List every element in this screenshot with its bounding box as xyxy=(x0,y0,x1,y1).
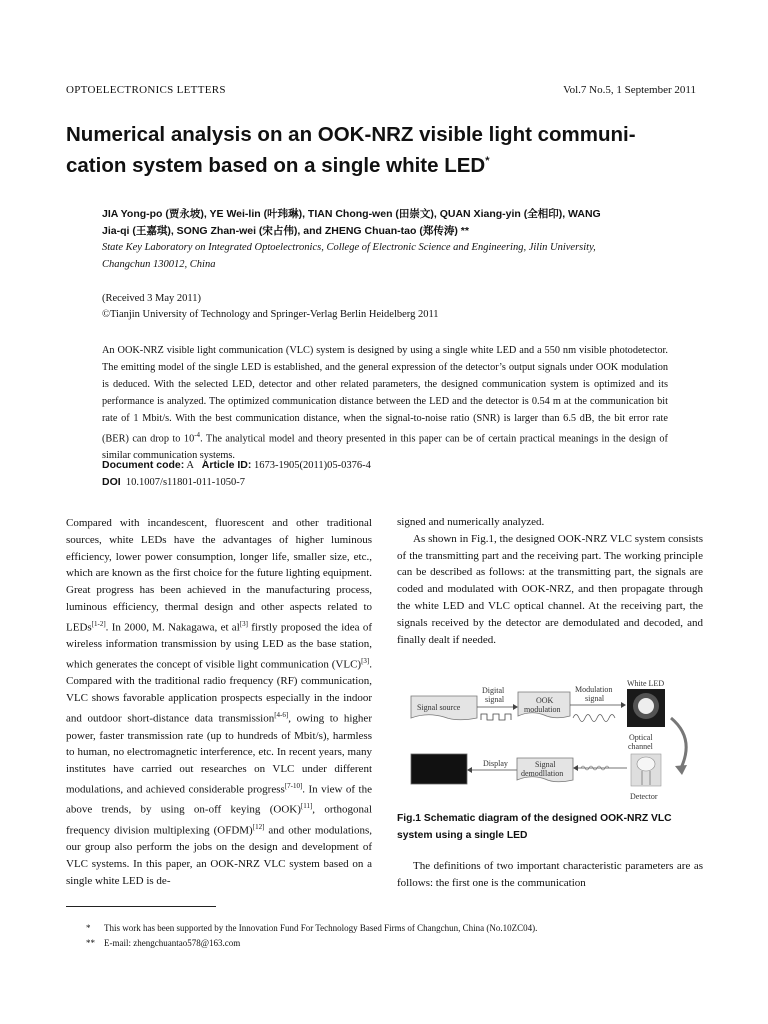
arrow-head xyxy=(513,704,518,710)
volume-info: Vol.7 No.5, 1 September 2011 xyxy=(563,84,696,96)
article-id-value: 1673-1905(2011)05-0376-4 xyxy=(254,460,371,471)
body-column-right xyxy=(397,514,703,648)
body-column-left xyxy=(66,515,372,890)
citation[interactable]: [4-6] xyxy=(274,711,289,720)
optical-channel-label-1: Optical xyxy=(629,733,653,742)
ook-modulation-label: modulation xyxy=(524,705,561,714)
definitions-text: The definitions of two important characteristic parameters are as follows: the first one is the communication xyxy=(397,860,703,889)
demod-label-1: Signal xyxy=(535,760,556,769)
doi-label: DOI xyxy=(102,476,121,488)
text-segment: and other modulations, our group also perform the jobs on the design and development of VLC systems. In this paper, an OOK-NRZ VLC system based on a single white LED is de- xyxy=(66,824,372,887)
text-segment: , orthogonal frequency division multiplexing (OFDM) xyxy=(66,804,372,837)
optical-channel-arrow xyxy=(671,718,686,768)
intro-paragraph xyxy=(66,515,372,890)
abstract-text: An OOK-NRZ visible light communication (VLC) system is designed by using a single white LED and a 550 nm visible photodetector. The emitting model of the single LED is established, and the general expression of the detector’s output signals under OOK modulation is deduced. With the selected LED, detector and other related parameters, the designed communication system is optimized and its performance is analyzed. The optimized communication distance between the LED and the detector is 0.54 m at the communication bit rate of 1 Mbit/s. With the best communication distance, when the signal-to-noise ratio (SNR) is larger than 6.5 dB, the bit error rate (BER) can drop to 10 xyxy=(102,345,668,445)
detector-label: Detector xyxy=(630,792,658,801)
footnote-text: This work has been supported by the Innovation Fund For Technology Based Firms of Changchun, China (No.10ZC04). xyxy=(104,923,538,933)
digital-signal-label-2: signal xyxy=(485,695,505,704)
received-date: (Received 3 May 2011) xyxy=(102,293,202,304)
text-segment: . In 2000, M. Nakagawa, et al xyxy=(105,621,240,634)
citation[interactable]: [3] xyxy=(361,657,370,666)
text-segment: Compared with incandescent, fluorescent and other traditional sources, white LEDs have the advantages of higher luminous efficiency, lower power consumption, longer life, smaller size, etc., which are known as the first choice for the future lighting equipment. Great progress has been achieved in the manufacturing process, luminous efficiency, thermal design and other aspects related to LEDs xyxy=(66,517,372,634)
arrow-head xyxy=(573,765,578,771)
arrow-head xyxy=(621,702,626,708)
definitions-paragraph xyxy=(397,858,703,892)
text-segment: . Compared with the traditional radio frequency (RF) communication, VLC shows favorable application prospects especially in the indoor and outdoor short-distance data transmission xyxy=(66,658,372,725)
abstract xyxy=(102,342,668,464)
document-code-label: Document code: xyxy=(102,459,185,471)
text-segment: . In view of the above trends, by using on-off keying (OOK) xyxy=(66,783,372,817)
square-wave-icon xyxy=(481,714,511,720)
display-label: Display xyxy=(483,759,508,768)
footnote-email xyxy=(86,937,240,949)
footnote-divider xyxy=(66,906,216,907)
title-footnote-mark: * xyxy=(485,155,490,167)
modulation-signal-label-2: signal xyxy=(585,694,605,703)
white-led-label: White LED xyxy=(627,679,665,688)
abstract-text-end: . The analytical model and theory presented in this paper can be of certain practical meanings in the design of similar communication systems. xyxy=(102,433,668,462)
affiliation-line-2: Changchun 130012, China xyxy=(102,259,216,270)
signal-source-label: Signal source xyxy=(417,703,461,712)
authors-line-2: Jia-qi (王嘉琪), SONG Zhan-wei (宋占伟), and ZHENG Chuan-tao (郑传涛) ** xyxy=(102,225,469,237)
footnote-mark: * xyxy=(86,923,91,933)
citation[interactable]: [3] xyxy=(239,619,248,628)
title-line-2: cation system based on a single white LED xyxy=(66,153,486,177)
system-description-paragraph: As shown in Fig.1, the designed OOK-NRZ VLC system consists of the transmitting part and the receiving part. The working principle can be described as follows: at the transmitting part, the signals are coded and modulated with OOK-NRZ, and then propagate through the white LED and VLC optical channel. At the receiving part, the signals received by the detector are demodulated and decoded, and finally dealt if needed. xyxy=(397,532,703,646)
text-segment: firstly proposed the idea of wireless information transmission by using LED as the base station, which generates the concept of visible light communication (VLC) xyxy=(66,621,372,671)
affiliation xyxy=(102,239,682,273)
arrow-head xyxy=(675,765,687,775)
ook-label: OOK xyxy=(536,696,554,705)
arrow-head xyxy=(467,767,472,773)
figure-caption xyxy=(397,810,703,844)
display-screen xyxy=(411,754,467,784)
author-list xyxy=(102,206,682,240)
optical-channel-label-2: channel xyxy=(628,742,653,751)
footnote-mark: ** xyxy=(86,938,95,948)
journal-name: OPTOELECTRONICS LETTERS xyxy=(66,84,226,96)
citation[interactable]: [11] xyxy=(300,802,313,811)
modulated-wave-icon xyxy=(573,715,615,722)
authors-line-1: JIA Yong-po (贾永坡), YE Wei-lin (叶玮琳), TIAN Chong-wen (田崇文), QUAN Xiang-yin (全相印), WANG xyxy=(102,208,601,220)
caption-line-1: Fig.1 Schematic diagram of the designed OOK-NRZ VLC xyxy=(397,813,672,824)
text-segment: , owing to higher power, faster transmission rate (up to hundreds of Mbit/s), harmless to human, no electromagnetic interference, etc. In recent years, many institutes have carried out researches on VLC under different modulations, and achieved considerable progress xyxy=(66,712,372,796)
document-codes xyxy=(102,457,371,491)
citation[interactable]: [1-2] xyxy=(91,619,106,628)
led-glow-outer xyxy=(633,693,659,719)
citation[interactable]: [12] xyxy=(252,822,265,831)
copyright-notice: ©Tianjin University of Technology and Springer-Verlag Berlin Heidelberg 2011 xyxy=(102,309,439,320)
paper-title xyxy=(66,122,716,179)
demod-label-2: demodllation xyxy=(521,769,564,778)
system-diagram xyxy=(405,678,701,806)
publication-info xyxy=(102,291,439,323)
citation[interactable]: [7-10] xyxy=(284,781,303,790)
footnote-funding xyxy=(86,922,537,934)
affiliation-line-1: State Key Laboratory on Integrated Optoelectronics, College of Electronic Science and Engineering, Jilin University, xyxy=(102,242,596,253)
document-code-value: A xyxy=(186,460,194,471)
caption-line-2: system using a single LED xyxy=(397,830,528,841)
digital-signal-label-1: Digital xyxy=(482,686,505,695)
detector-lens xyxy=(637,757,655,771)
modulation-signal-label-1: Modulation xyxy=(575,685,613,694)
paragraph-continuation: signed and numerically analyzed. xyxy=(397,516,545,528)
title-line-1: Numerical analysis on an OOK-NRZ visible light communi- xyxy=(66,123,636,146)
abstract-exponent: -4 xyxy=(194,431,201,439)
email-link[interactable]: E-mail: zhengchuantao578@163.com xyxy=(104,938,241,948)
doi-value[interactable]: 10.1007/s11801-011-1050-7 xyxy=(125,477,246,488)
article-id-label: Article ID: xyxy=(201,459,252,471)
